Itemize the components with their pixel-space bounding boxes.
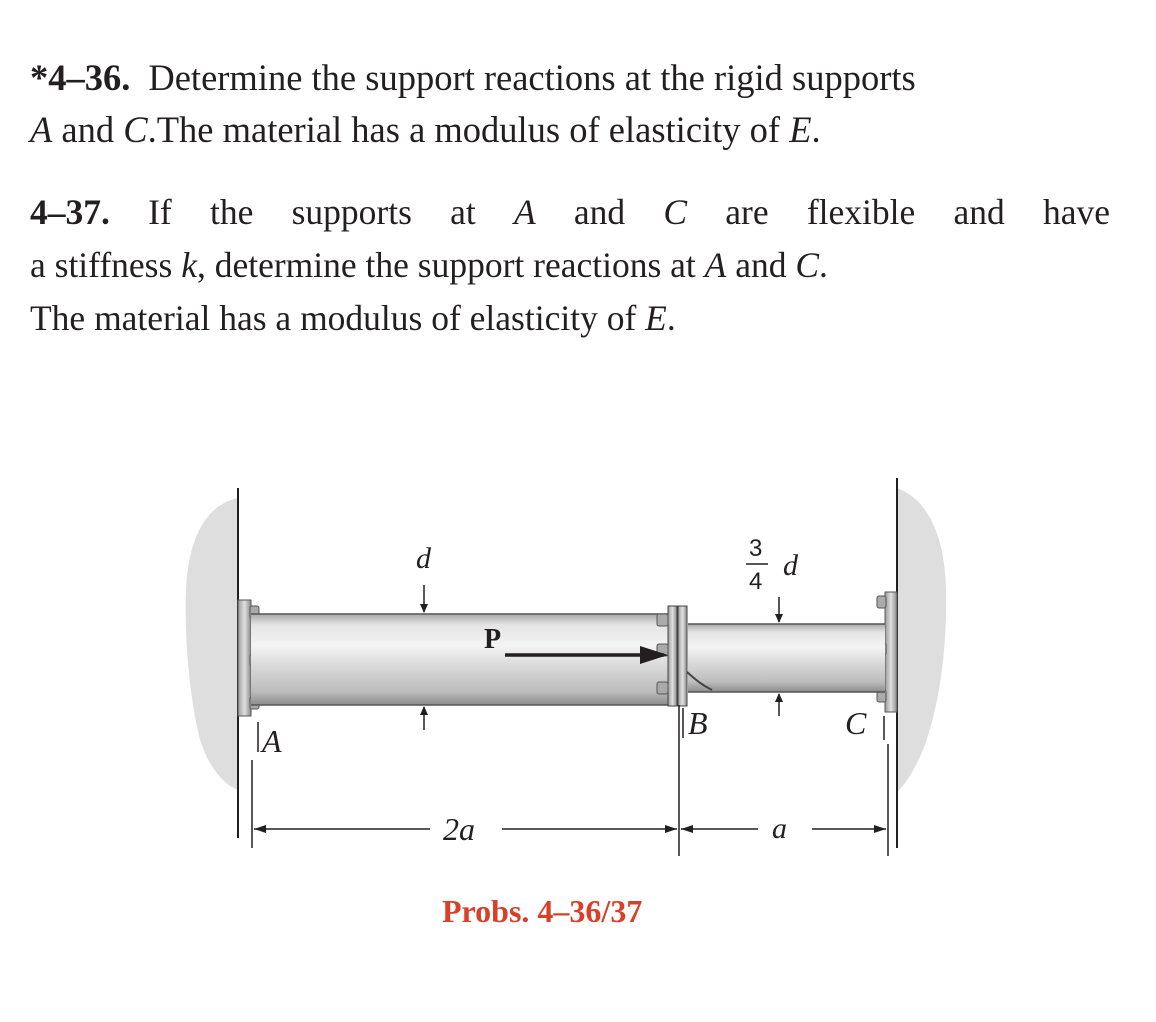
bar-figure — [0, 440, 1156, 960]
word: are — [725, 192, 769, 232]
problem-4-37-line-1 — [30, 186, 1110, 239]
right-wall-shading — [897, 488, 946, 792]
var-E: E — [645, 298, 667, 338]
problem-4-36-line-2 — [30, 104, 1110, 156]
coupling-flange-right — [678, 606, 687, 706]
bolt — [877, 596, 886, 608]
coupling-flange-left — [668, 606, 677, 706]
var-C: C — [795, 245, 820, 285]
var-E: E — [789, 109, 812, 150]
problem-text: . — [819, 245, 828, 285]
point-B-label: B — [688, 705, 708, 741]
problem-text: . — [811, 109, 821, 150]
bolt — [657, 614, 668, 626]
dimension-arrowhead — [874, 825, 886, 833]
var-A: A — [513, 192, 536, 232]
var-C: C — [123, 109, 148, 150]
load-P-label: P — [484, 624, 502, 655]
dimension-2a-label: 2a — [443, 811, 475, 847]
problem-text: Determine the support reactions at the rigid supports — [148, 57, 916, 98]
left-flange — [238, 600, 251, 716]
dimension-arrowhead — [665, 825, 677, 833]
diameter-d-label: d — [783, 549, 798, 582]
diameter-arrowhead-bottom — [775, 693, 783, 702]
problem-text: and — [726, 245, 796, 285]
var-C: C — [663, 192, 688, 232]
word: and — [953, 192, 1005, 232]
problem-text: . — [666, 298, 676, 338]
diameter-arrowhead-top — [420, 604, 428, 613]
word: the — [209, 192, 254, 232]
problem-4-37-line-3 — [30, 292, 1110, 345]
problem-text: , determine the support reactions at — [196, 245, 705, 285]
word: at — [450, 192, 476, 232]
fraction-numerator: 3 — [749, 535, 763, 562]
fraction-denominator: 4 — [749, 568, 763, 595]
word: and — [573, 192, 626, 232]
var-A: A — [30, 109, 53, 150]
right-flange — [885, 592, 897, 712]
bolt — [657, 682, 668, 694]
diameter-arrowhead-top — [775, 614, 783, 623]
point-A-label: A — [262, 723, 282, 759]
left-wall-support-A — [186, 488, 259, 838]
problem-4-37 — [30, 186, 1110, 345]
problem-4-36-line-1 — [30, 52, 1110, 104]
problem-text: The material has a modulus of elasticity of — [30, 298, 646, 338]
dimension-arrowhead — [681, 825, 693, 833]
problem-number: *4–36. — [30, 57, 131, 98]
problem-4-37-line-2 — [30, 239, 1110, 292]
problem-text: .The material has a modulus of elasticity of — [147, 109, 790, 150]
word: have — [1042, 192, 1110, 232]
figure-caption: Probs. 4–36/37 — [442, 893, 643, 929]
point-C-label: C — [845, 705, 867, 741]
problem-number: 4–37. — [30, 192, 110, 232]
diameter-d-label: d — [416, 542, 431, 575]
left-bar-segment-AB — [251, 614, 669, 705]
var-A: A — [704, 245, 727, 285]
problem-text: and — [52, 109, 124, 150]
dimension-arrowhead — [254, 825, 266, 833]
problem-text: a stiffness — [30, 245, 182, 285]
diameter-arrowhead-bottom — [420, 706, 428, 715]
var-k: k — [181, 245, 197, 285]
left-wall-shading — [186, 498, 238, 790]
word: If — [148, 192, 172, 232]
problem-4-36 — [30, 52, 1110, 156]
right-bar-segment-BC — [688, 624, 885, 692]
word: flexible — [806, 192, 916, 232]
word: supports — [291, 192, 412, 232]
dimension-a-label: a — [772, 812, 787, 845]
